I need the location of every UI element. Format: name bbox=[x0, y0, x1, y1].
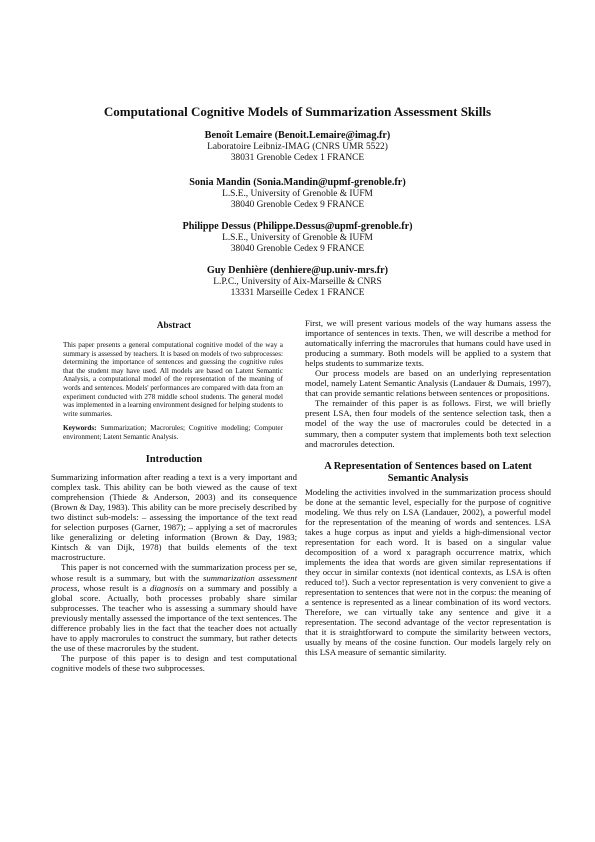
emphasis: summarization assessment process, bbox=[51, 572, 297, 593]
author-address: 38031 Grenoble Cedex 1 FRANCE bbox=[230, 153, 365, 163]
section-heading: A Representation of Sentences based on Latent Semantic Analysis bbox=[324, 460, 532, 484]
paper-title: Computational Cognitive Models of Summarization Assessment Skills bbox=[103, 104, 492, 119]
keywords bbox=[63, 424, 283, 441]
author-affiliation: L.P.C., University of Aix-Marseille & CNRS bbox=[213, 276, 382, 287]
keywords-label: Keywords: bbox=[63, 424, 97, 433]
author-name: Benoît Lemaire (Benoit.Lemaire@imag.fr) bbox=[204, 130, 391, 141]
paragraph: First, we will present various models of the way humans assess the importance of sentences in texts. Then, we will describe a method for automatically inferring the macrorules that humans could have used in producing a summary. Both models will be applied to a system that helps students to summarize texts. bbox=[305, 318, 551, 369]
paragraph: Modeling the activities involved in the summarization process should be done at the semantic level, especially for the purpose of cognitive modeling. We thus rely on LSA (Landauer, 2002), a powerful model for the representation of the meaning of words and sentences. LSA takes a huge corpus as input and yields a high-dimensional vector representation for each word. It is based on a singular value decomposition of a word x paragraph occurrence matrix, which implements the idea that words are given similar representations if they occur in similar contexts (not identical contexts, as LSA is often reduced to!). Such a vector representation is very convenient to give a representation to sentences that were not in the corpus: the meaning of a sentence is represented as a linear combination of its word vectors. Therefore, we can virtually take any sentence and give it a representation. The second advantage of the vector representation is that it is straightforward to compute the similarity between vectors, usually by means of the cosine function. Our models largely rely on this LSA measure of semantic similarity. bbox=[305, 486, 551, 658]
introduction-body bbox=[51, 472, 297, 673]
author-affiliation: Laboratoire Leibniz-IMAG (CNRS UMR 5522) bbox=[207, 141, 388, 152]
author-name: Guy Denhière (denhiere@up.univ-mrs.fr) bbox=[206, 265, 389, 276]
author-4 bbox=[60, 265, 535, 300]
abstract-text: This paper presents a general computational cognitive model of the way a summary is assessed by teachers. It is based on models of two subprocesses: determining the importance of sentences and guessing the cognitive rules that the student may have used. All models are based on Latent Semantic Analysis, a computational model of the representation of the meaning of words and sentences. Models' performances are compared with data from an experiment conducted with 278 middle school students. The general model was implemented in a learning environment designed for helping students to write summaries. bbox=[63, 341, 283, 418]
keywords-text: Summarization; Macrorules; Cognitive modeling; Computer environment; Latent Semantic Analysis. bbox=[63, 424, 284, 441]
author-address: 13331 Marseille Cedex 1 FRANCE bbox=[230, 288, 365, 298]
author-2 bbox=[60, 177, 535, 212]
paragraph: Summarizing information after reading a text is a very important and complex task. This ability can be both viewed as the cause of text comprehension (Thiede & Anderson, 2003) and its consequence (Brown & Day, 1983). This ability can be more precisely described by two distinct sub-models: – assessing the importance of the text read for selection purposes (Garner, 1987); – applying a set of macrorules like generalizing or deleting information (Brown & Day, 1983; Kintsch & van Dijk, 1978) that builds elements of the text macrostructure. bbox=[51, 472, 297, 563]
author-name: Sonia Mandin (Sonia.Mandin@upmf-grenoble.fr) bbox=[189, 177, 406, 188]
paragraph: Our process models are based on an underlying representation model, namely Latent Semantic Analysis (Landauer & Dumais, 1997), that can provide semantic relations between sentences or propositions. bbox=[305, 368, 551, 399]
author-1 bbox=[60, 130, 535, 165]
paragraph: The remainder of this paper is as follows. First, we will briefly present LSA, then four models of the sentence selection task, then a model of the way the use of macrorules could be detected in a summary, then a computer system that implements both text selection and macrorules detection. bbox=[305, 398, 551, 449]
left-column bbox=[51, 318, 297, 673]
right-column bbox=[305, 318, 551, 657]
author-name: Philippe Dessus (Philippe.Dessus@upmf-grenoble.fr) bbox=[182, 221, 413, 232]
paragraph bbox=[51, 562, 297, 652]
abstract-body bbox=[51, 341, 297, 442]
text-run: on a summary and possibly a global score. Actually, both processes probably share similar subprocesses. The teacher who is assessing a summary should have previously mentally assessed the importance of the text sentences. The difference probably lies in the fact that the teacher does not actually have to apply macrorules to construct the summary, but rather detects the use of these macrorules by the student. bbox=[51, 582, 297, 653]
author-address: 38040 Grenoble Cedex 9 FRANCE bbox=[230, 200, 365, 210]
text-run: whose result is a bbox=[79, 582, 151, 593]
author-affiliation: L.S.E., University of Grenoble & IUFM bbox=[222, 232, 373, 243]
introduction-heading: Introduction bbox=[145, 453, 203, 465]
paragraph: The purpose of this paper is to design and test computational cognitive models of these two subprocesses. bbox=[51, 652, 297, 673]
section-body bbox=[305, 487, 551, 658]
text-run: This paper is not concerned with the summarization process per se, whose result is a summary, but with the bbox=[51, 562, 297, 583]
intro-continued bbox=[305, 318, 551, 449]
emphasis: diagnosis bbox=[150, 582, 184, 593]
abstract-heading: Abstract bbox=[156, 320, 192, 330]
author-address: 38040 Grenoble Cedex 9 FRANCE bbox=[230, 244, 365, 254]
author-affiliation: L.S.E., University of Grenoble & IUFM bbox=[222, 188, 373, 199]
author-3 bbox=[60, 221, 535, 256]
